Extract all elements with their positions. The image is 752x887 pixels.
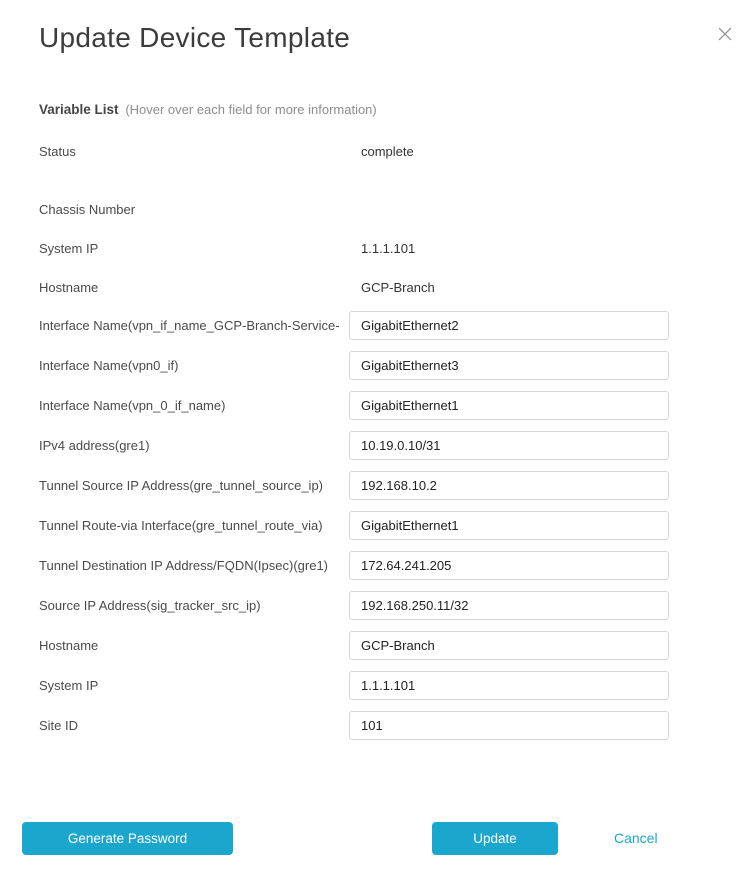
field-row-tunnel-source-ip <box>0 470 752 500</box>
variable-list-note: (Hover over each field for more information) <box>125 102 377 117</box>
variable-list-title: Variable List <box>39 102 119 117</box>
field-label: Interface Name(vpn_0_if_name) <box>39 397 226 413</box>
field-label: System IP <box>39 240 99 256</box>
field-row-tunnel-route-via <box>0 510 752 540</box>
system-ip-value: 1.1.1.101 <box>361 240 416 256</box>
interface-name-vpn-0-if-name-input[interactable] <box>349 391 669 420</box>
field-row-tunnel-destination-ip <box>0 550 752 580</box>
tunnel-source-ip-input[interactable] <box>349 471 669 500</box>
field-row-source-ip-sig-tracker <box>0 590 752 620</box>
field-label: IPv4 address(gre1) <box>39 437 150 453</box>
field-row-system-ip <box>0 238 752 258</box>
field-row-chassis-number <box>0 199 752 219</box>
close-button[interactable] <box>716 27 734 45</box>
field-row-hostname-editable <box>0 630 752 660</box>
tunnel-route-via-input[interactable] <box>349 511 669 540</box>
tunnel-destination-ip-input[interactable] <box>349 551 669 580</box>
ipv4-address-gre1-input[interactable] <box>349 431 669 460</box>
field-label: Source IP Address(sig_tracker_src_ip) <box>39 597 261 613</box>
field-label: Site ID <box>39 717 79 733</box>
field-label: Tunnel Source IP Address(gre_tunnel_source_ip) <box>39 477 324 493</box>
field-label: Chassis Number <box>39 201 136 217</box>
field-label: Tunnel Route-via Interface(gre_tunnel_route_via) <box>39 517 323 533</box>
hostname-input[interactable] <box>349 631 669 660</box>
variable-list-heading <box>39 101 713 118</box>
site-id-input[interactable] <box>349 711 669 740</box>
field-label: Interface Name(vpn0_if) <box>39 357 179 373</box>
system-ip-input[interactable] <box>349 671 669 700</box>
page-title: Update Device Template <box>39 22 351 53</box>
status-value: complete <box>361 143 414 159</box>
close-icon <box>718 27 732 46</box>
field-row-interface-name-service-vpn <box>0 310 752 340</box>
interface-name-vpn0-if-input[interactable] <box>349 351 669 380</box>
field-label: System IP <box>39 677 99 693</box>
source-ip-sig-tracker-input[interactable] <box>349 591 669 620</box>
generate-password-button[interactable]: Generate Password <box>22 822 233 855</box>
hostname-value: GCP-Branch <box>361 279 435 295</box>
field-row-interface-name-vpn0-if <box>0 350 752 380</box>
field-label: Interface Name(vpn_if_name_GCP-Branch-Service- <box>39 317 340 333</box>
field-row-site-id <box>0 710 752 740</box>
update-device-template-modal <box>0 22 752 846</box>
field-label: Hostname <box>39 637 99 653</box>
interface-name-service-vpn-input[interactable] <box>349 311 669 340</box>
modal-footer <box>0 822 752 855</box>
field-row-ipv4-address-gre1 <box>0 430 752 460</box>
field-label: Tunnel Destination IP Address/FQDN(Ipsec)(gre1) <box>39 557 329 573</box>
update-button[interactable]: Update <box>432 822 558 855</box>
field-row-system-ip-editable <box>0 670 752 700</box>
field-label: Hostname <box>39 279 99 295</box>
field-label: Status <box>39 143 76 159</box>
field-row-interface-name-vpn-0-if-name <box>0 390 752 420</box>
field-row-hostname <box>0 277 752 297</box>
cancel-button[interactable]: Cancel <box>614 822 658 855</box>
field-row-status <box>0 141 752 161</box>
